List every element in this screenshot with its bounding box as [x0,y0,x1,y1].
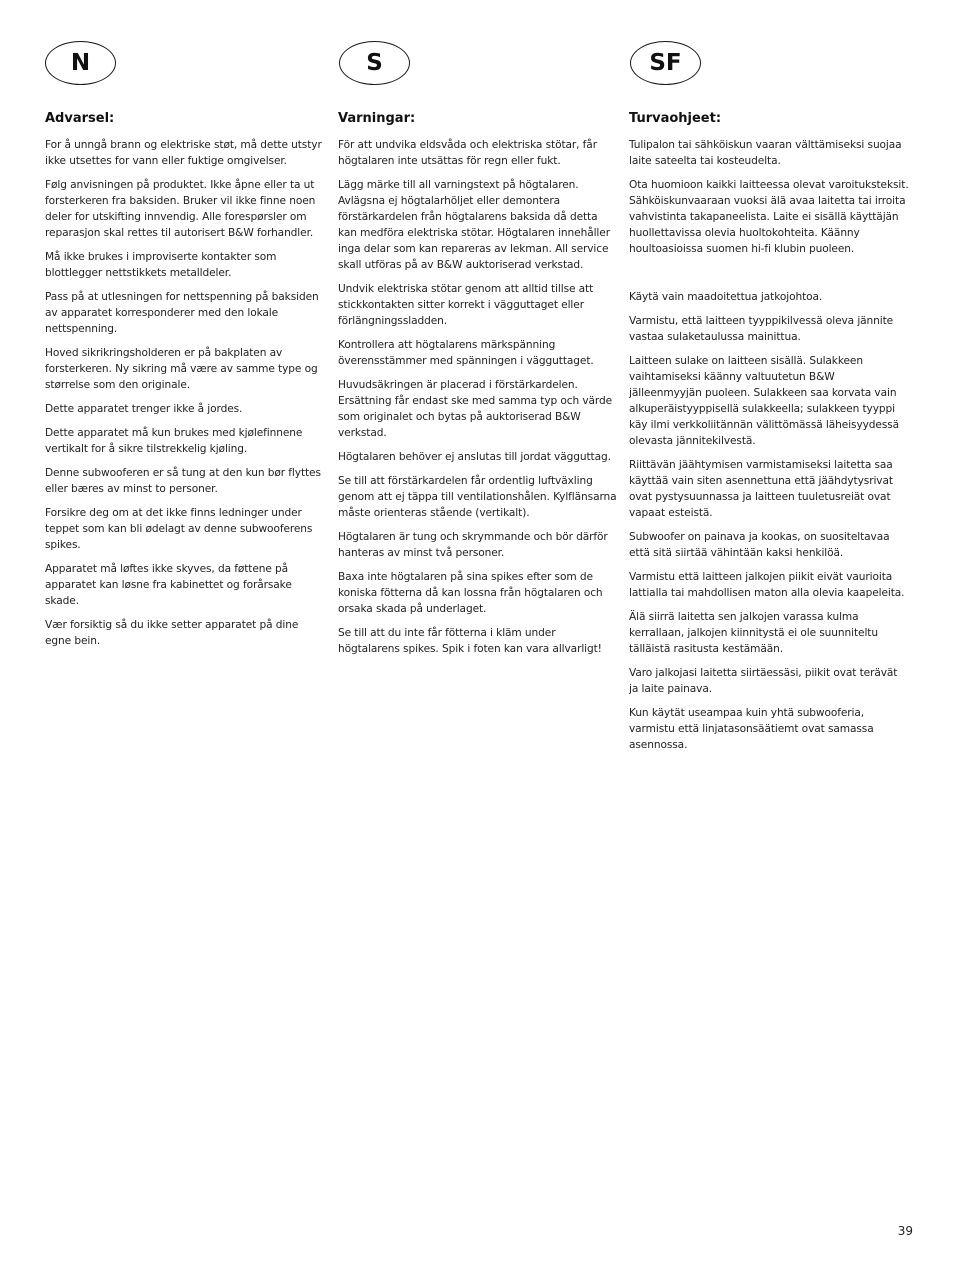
paragraph: Følg anvisningen på produktet. Ikke åpne eller ta ut forsterkeren fra baksiden. Bruker vil ikke finne noen deler for utskifting innvendig. Alle forespørsler om reparasjon skal rettes til autorisert B&W forhandler. [45,179,316,239]
paragraph: Varmistu että laitteen jalkojen piikit eivät vaurioita lattialla tai mahdollisen maton alla olevia kaapeleita. [629,571,905,599]
paragraph: Dette apparatet må kun brukes med kjølefinnene vertikalt for å sikre tilstrekkelig kjøling. [45,427,303,455]
paragraph: Se till att förstärkardelen får ordentlig luftväxling genom att ej täppa till ventilationshålen. Kylflänsarna måste orienteras stående (vertikalt). [338,475,617,519]
language-badge-n: N [45,41,116,85]
paragraph: Lägg märke till all varningstext på högtalaren. Avlägsna ej högtalarhöljet eller demontera förstärkardelen från högtalarens baksida då detta kan medföra elektriska stötar. Högtalaren innehåller inga delar som kan repareras av lekman. All service skall utföras på av B&W auktoriserad verkstad. [338,179,610,271]
paragraph: Älä siirrä laitetta sen jalkojen varassa kulma kerrallaan, jalkojen kiinnitystä ei ole suunniteltu tälläistä rasitusta kestämään. [629,611,878,655]
paragraph: Vær forsiktig så du ikke setter apparatet på dine egne bein. [45,619,299,647]
paragraph: Undvik elektriska stötar genom att alltid tillse att stickkontakten sitter korrekt i vägguttaget eller förlängningssladden. [338,283,594,327]
paragraph: Se till att du inte får fötterna i kläm under högtalarens spikes. Spik i foten kan vara allvarligt! [338,627,602,655]
paragraph: Laitteen sulake on laitteen sisällä. Sulakkeen vaihtamiseksi käänny valtuutetun B&W jälleenmyyjän puoleen. Sulakkeen saa korvata vain alkuperäistyyppisellä sulakkeella; sulakkeen tyyppi käy ilmi verkkoliitännän välittömässä läheisyydessä olevasta jännitekilvestä. [629,355,900,447]
paragraph: Subwoofer on painava ja kookas, on suositeltavaa että sitä siirtää vähintään kaksi henkilöä. [629,531,890,559]
paragraph: Tulipalon tai sähköiskun vaaran välttämiseksi suojaa laite sateelta tai kosteudelta. [629,139,902,167]
paragraph: Högtalaren är tung och skrymmande och bör därför hanteras av minst två personer. [338,531,608,559]
paragraph: Huvudsäkringen är placerad i förstärkardelen. Ersättning får endast ske med samma typ och värde som originalet och bytas på auktoriserad B&W verkstad. [338,379,613,439]
paragraph: Baxa inte högtalaren på sina spikes efter som de koniska fötterna då kan lossna från högtalaren och orsaka skada på underlaget. [338,571,603,615]
paragraph: Käytä vain maadoitettua jatkojohtoa. [629,291,823,303]
paragraph: Kun käytät useampaa kuin yhtä subwooferia, varmistu että linjatasonsäätiemt ovat samassa asennossa. [629,707,874,751]
norwegian-column [45,111,325,657]
paragraph: Må ikke brukes i improviserte kontakter som blottlegger nettstikkets metalldeler. [45,251,277,279]
paragraph: For å unngå brann og elektriske støt, må dette utstyr ikke utsettes for vann eller fuktige omgivelser. [45,139,322,167]
paragraph: Varmistu, että laitteen tyyppikilvessä oleva jännite vastaa sulaketaulussa mainittua. [629,315,894,343]
finnish-column [629,111,909,761]
column-heading: Varningar: [338,111,416,126]
paragraph: Ota huomioon kaikki laitteessa olevat varoituksteksit. Sähköiskunvaaraan vuoksi älä avaa laitetta tai irroita vahvistinta takapaneelista. Laite ei sisällä käyttäjän huollettavissa olevia huoltokohteita. Käänny houltoasioissa suomen hi-fi klubin puoleen. [629,179,909,255]
paragraph: Forsikre deg om at det ikke finns ledninger under teppet som kan bli ødelagt av denne subwooferens spikes. [45,507,313,551]
paragraph: För att undvika eldsvåda och elektriska stötar, får högtalaren inte utsättas för regn eller fukt. [338,139,597,167]
paragraph: Pass på at utlesningen for nettspenning på baksiden av apparatet korresponderer med den lokale nettspenning. [45,291,319,335]
paragraph: Riittävän jäähtymisen varmistamiseksi laitetta saa käyttää vain siten asennettuna että jäähdytysrivat ovat pystysuunnassa ja laitteen tuuletusreiät ovat vapaat esteistä. [629,459,893,519]
column-heading: Turvaohjeet: [629,111,722,126]
paragraph: Dette apparatet trenger ikke å jordes. [45,403,243,415]
paragraph: Denne subwooferen er så tung at den kun bør flyttes eller bæres av minst to personer. [45,467,321,495]
page-number: 39 [897,1224,913,1238]
paragraph: Apparatet må løftes ikke skyves, da føttene på apparatet kan løsne fra kabinettet og forårsake skade. [45,563,292,607]
language-badge-s: S [339,41,410,85]
paragraph: Hoved sikrikringsholderen er på bakplaten av forsterkeren. Ny sikring må være av samme type og størrelse som den originale. [45,347,318,391]
swedish-column [338,111,618,665]
paragraph: Högtalaren behöver ej anslutas till jordat vägguttag. [338,451,611,463]
paragraph: Varo jalkojasi laitetta siirtäessäsi, piikit ovat terävät ja laite painava. [629,667,898,695]
paragraph: Kontrollera att högtalarens märkspänning överensstämmer med spänningen i vägguttaget. [338,339,594,367]
language-badge-sf: SF [630,41,701,85]
column-heading: Advarsel: [45,111,115,126]
